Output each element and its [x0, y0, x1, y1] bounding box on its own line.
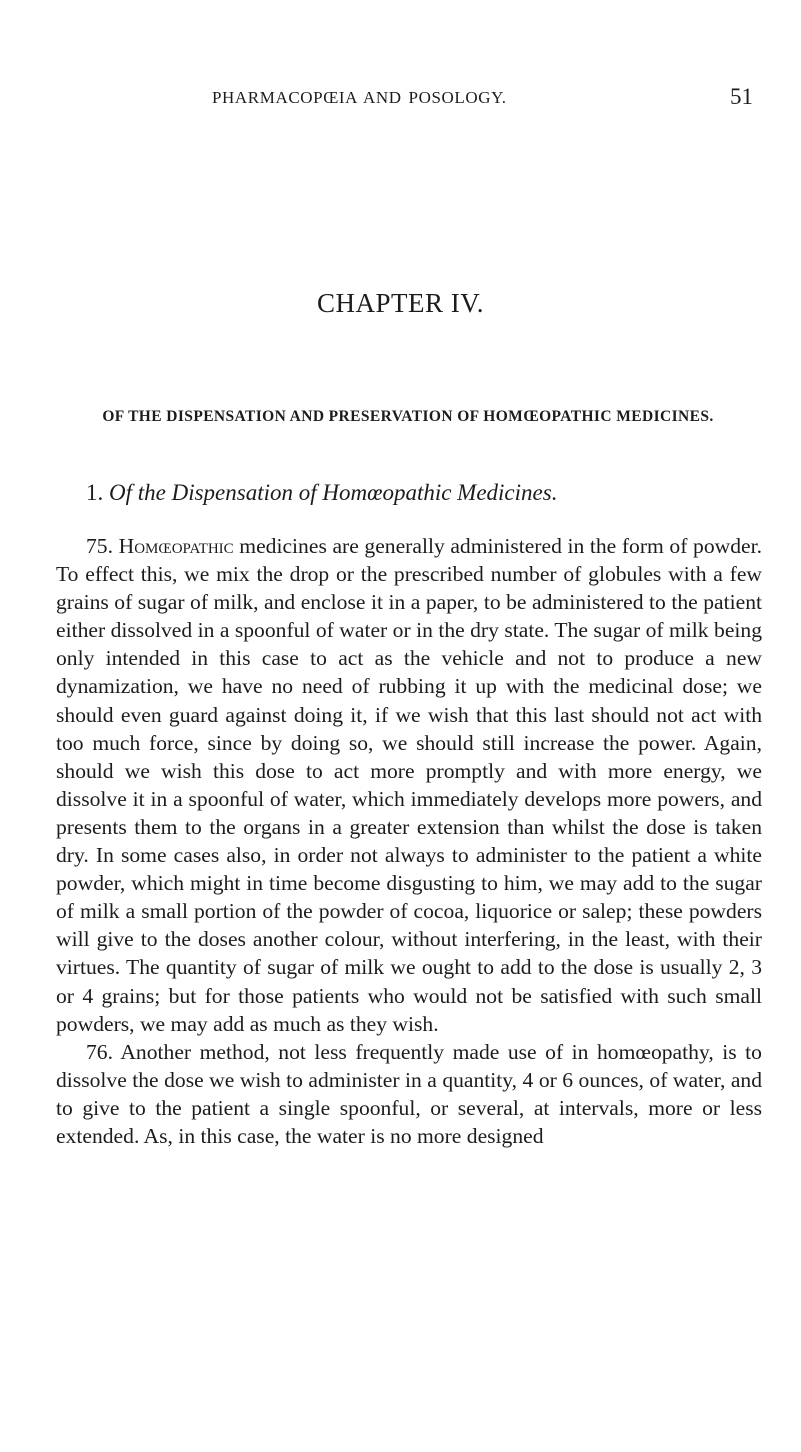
- paragraph-number: 76.: [86, 1039, 113, 1064]
- section-number: 1.: [86, 480, 104, 505]
- running-head: [0, 84, 801, 118]
- paragraph-75: [56, 532, 762, 1038]
- paragraph-text: Another method, not less frequently made use of in homœopathy, is to dissolve the dose we wish to administer in a quantity, 4 or 6 ounces, of water, and to give to the patient a single spoonful, or several, at intervals, more or less extended. As, in this case, the water is no more designed: [56, 1039, 762, 1148]
- paragraph-76: [56, 1038, 762, 1150]
- chapter-subtitle: OF THE DISPENSATION AND PRESERVATION OF HOMŒOPATHIC MEDICINES.: [102, 408, 714, 425]
- section-heading: [86, 480, 557, 506]
- section-title: Of the Dispensation of Homœopathic Medicines.: [109, 480, 558, 505]
- chapter-heading: CHAPTER IV.: [316, 288, 485, 318]
- paragraph-text: medicines are generally administered in the form of powder. To effect this, we mix the drop or the prescribed number of globules with a few grains of sugar of milk, and enclose it in a paper, to be administered to the patient either dissolved in a spoonful of water or in the dry state. The sugar of milk being only intended in this case to act as the vehicle and not to produce a new dynamization, we have no need of rubbing it up with the medicinal dose; we should even guard against doing it, if we wish that this last should not act with too much force, since by doing so, we should still increase the power. Again, should we wish this dose to act more promptly and with more energy, we dissolve it in a spoonful of water, which immediately develops more powers, and presents them to the organs in a greater extension than whilst the dose is taken dry. In some cases also, in order not always to administer to the patient a white powder, which might in time become disgusting to him, we may add to the sugar of milk a small portion of the powder of cocoa, liquorice or salep; these powders will give to the doses another colour, without interfering, in the least, with their virtues. The quantity of sugar of milk we ought to add to the dose is usually 2, 3 or 4 grains; but for those patients who would not be satisfied with such small powders, we may add as much as they wish.: [56, 534, 762, 1036]
- running-title: PHARMACOPŒIA AND POSOLOGY.: [212, 88, 507, 107]
- body-text: [56, 532, 762, 1150]
- paragraph-number: 75.: [86, 534, 113, 558]
- paragraph-lead: Homœopathic: [118, 534, 234, 558]
- page-number: 51: [730, 84, 753, 109]
